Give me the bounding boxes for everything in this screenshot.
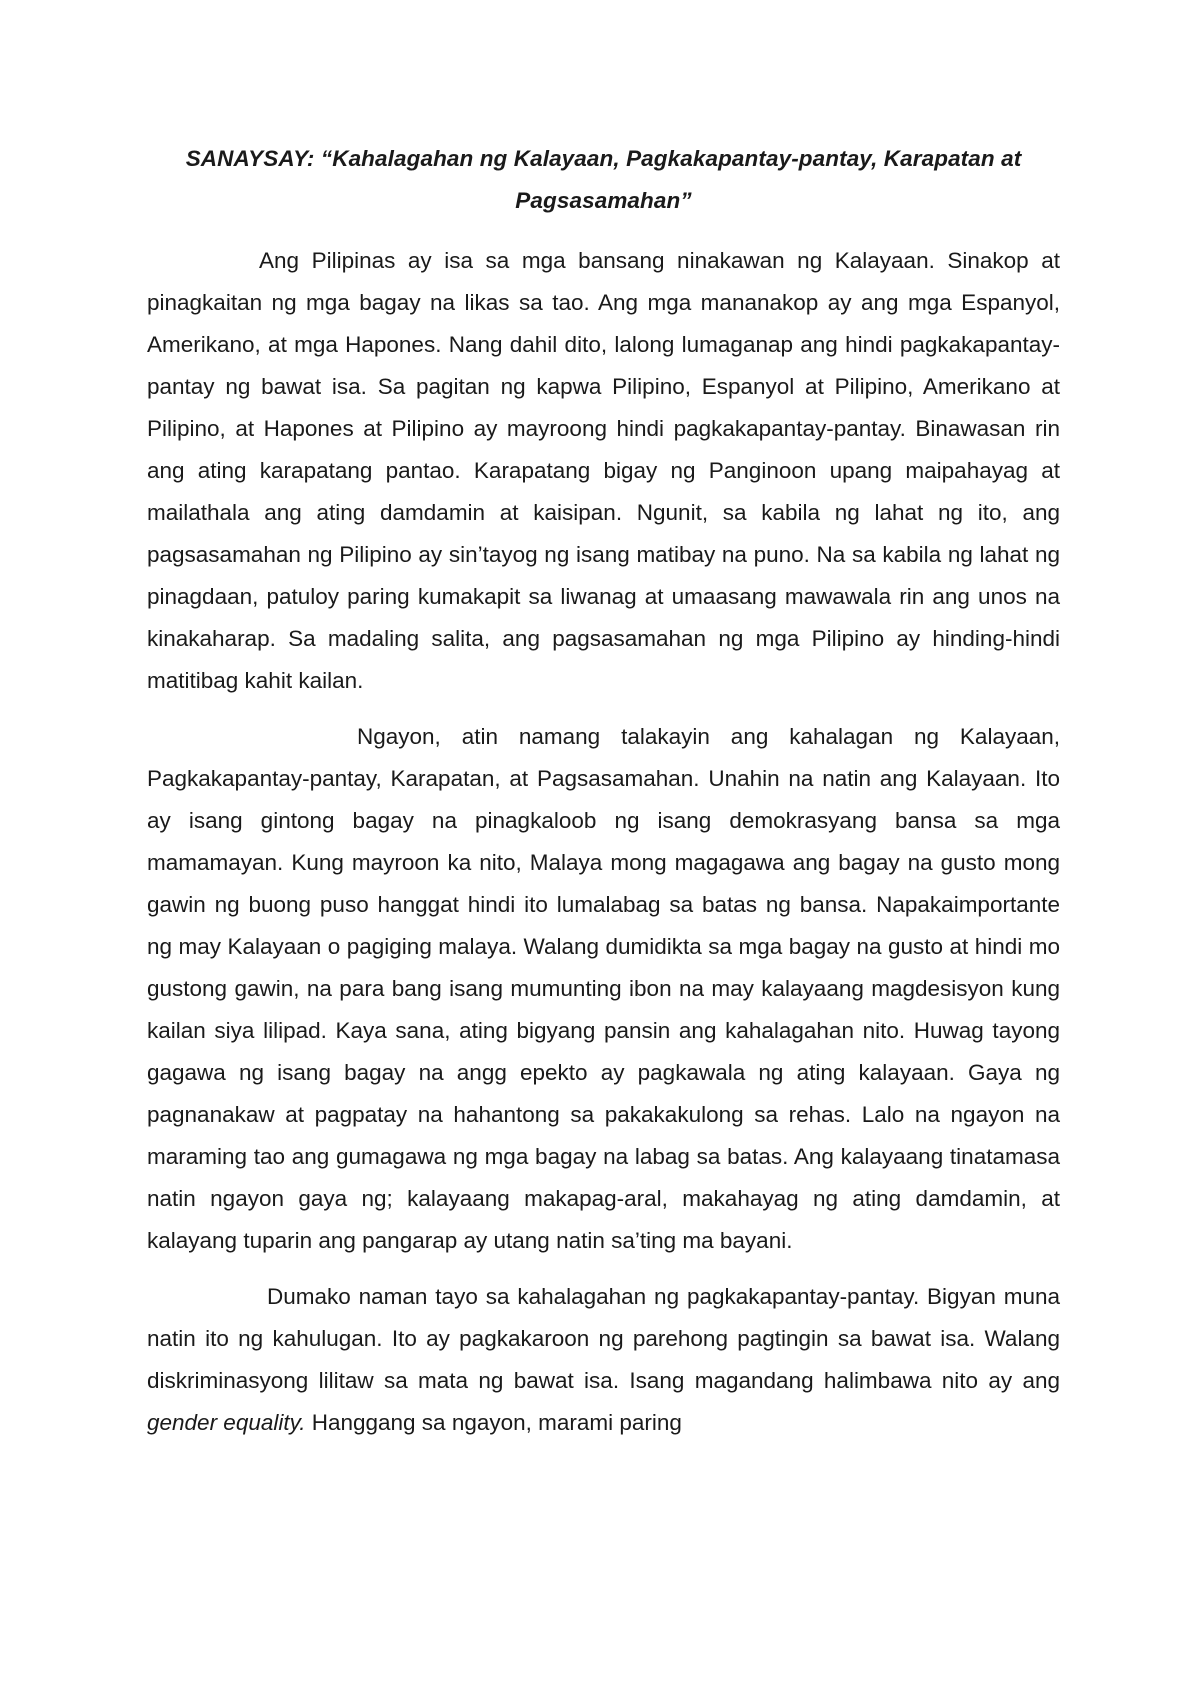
paragraph-1: Ang Pilipinas ay isa sa mga bansang ninakawan ng Kalayaan. Sinakop at pinagkaitan ng mga bagay na likas sa tao. Ang mga mananakop ay ang mga Espanyol, Amerikano, at mga Hapones. Nang dahil dito, lalong lumaganap ang hindi pagkakapantay-pantay ng bawat isa. Sa pagitan ng kapwa Pilipino, Espanyol at Pilipino, Amerikano at Pilipino, at Hapones at Pilipino ay mayroong hindi pagkakapantay-pantay. Binawasan rin ang ating karapatang pantao. Karapatang bigay ng Panginoon upang maipahayag at mailathala ang ating damdamin at kaisipan. Ngunit, sa kabila ng lahat ng ito, ang pagsasamahan ng Pilipino ay sin’tayog ng isang matibay na puno. Na sa kabila ng lahat ng pinagdaan, patuloy paring kumakapit sa liwanag at umaasang mawawala rin ang unos na kinakaharap. Sa madaling salita, ang pagsasamahan ng mga Pilipino ay hinding-hindi matitibag kahit kailan. bbox=[147, 248, 1060, 693]
paragraph-3-emphasis: gender equality. bbox=[147, 1410, 306, 1435]
essay-body bbox=[147, 138, 1060, 1444]
paragraph-3 bbox=[147, 1276, 1060, 1444]
essay-title: SANAYSAY: “Kahalagahan ng Kalayaan, Pagkakapantay-pantay, Karapatan at Pagsasamahan” bbox=[185, 146, 1022, 213]
paragraph-3-text-before: Dumako naman tayo sa kahalagahan ng pagkakapantay-pantay. Bigyan muna natin ito ng kahulugan. Ito ay pagkakaroon ng parehong pagtingin sa bawat isa. Walang diskriminasyong lilitaw sa mata ng bawat isa. Isang magandang halimbawa nito ay ang bbox=[147, 1284, 1060, 1393]
paragraph-2: Ngayon, atin namang talakayin ang kahalagan ng Kalayaan, Pagkakapantay-pantay, Karapatan, at Pagsasamahan. Unahin na natin ang Kalayaan. Ito ay isang gintong bagay na pinagkaloob ng isang demokrasyang bansa sa mga mamamayan. Kung mayroon ka nito, Malaya mong magagawa ang bagay na gusto mong gawin ng buong puso hanggat hindi ito lumalabag sa batas ng bansa. Napakaimportante ng may Kalayaan o pagiging malaya. Walang dumidikta sa mga bagay na gusto at hindi mo gustong gawin, na para bang isang mumunting ibon na may kalayaang magdesisyon kung kailan siya lilipad. Kaya sana, ating bigyang pansin ang kahalagahan nito. Huwag tayong gagawa ng isang bagay na angg epekto ay pagkawala ng ating kalayaan. Gaya ng pagnanakaw at pagpatay na hahantong sa pakakakulong sa rehas. Lalo na ngayon na maraming tao ang gumagawa ng mga bagay na labag sa batas. Ang kalayaang tinatamasa natin ngayon gaya ng; kalayaang makapag-aral, makahayag ng ating damdamin, at kalayang tuparin ang pangarap ay utang natin sa’ting ma bayani. bbox=[147, 724, 1060, 1253]
paragraph-3-text-after: Hanggang sa ngayon, marami paring bbox=[305, 1410, 682, 1435]
